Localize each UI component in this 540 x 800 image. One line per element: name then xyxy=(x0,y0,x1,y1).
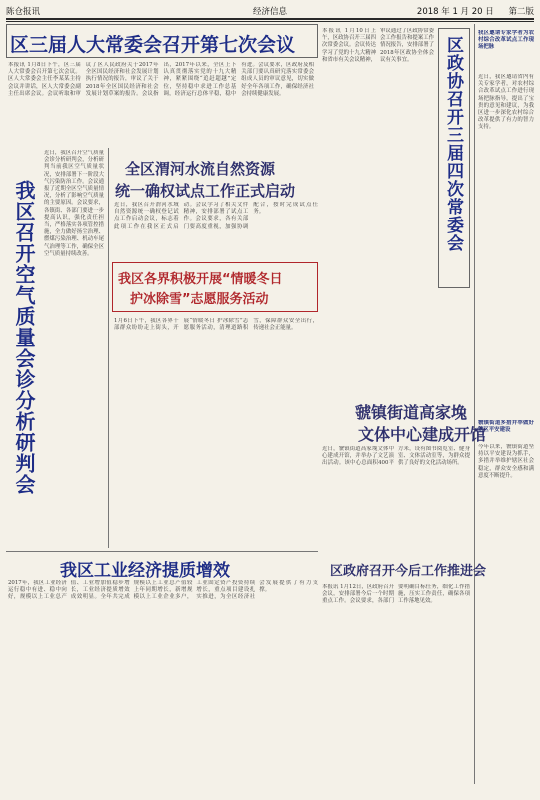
right-story-text: 本报讯 1月10日上午，区政协召开三届四次常委会议。会议传达学习了党的十九大精神和省市有关会议精神，审议通过了区政协常委会工作报告和提案工作情况报告，安排部署了2018年区政协全体会议有关事宜。 xyxy=(322,28,434,63)
sidebar-text-2: 今年以来，虢镇街道坚持以平安建设为抓手，多措并举维护辖区社会稳定，群众安全感和满意度不断提升。 xyxy=(478,444,534,479)
masthead xyxy=(6,3,534,18)
gov-story-text: 本报讯 1月12日，区政府召开会议，安排部署今后一个时期重点工作。会议要求，各部门要明确目标任务，细化工作措施，压实工作责任，确保各项工作落地见效。 xyxy=(322,584,470,605)
main-headline-frame xyxy=(6,24,318,58)
town-headline-1: 虢镇街道高家堍 xyxy=(355,403,468,422)
section-name: 经济信息 xyxy=(252,6,287,17)
left-column-divider xyxy=(108,148,109,548)
date-text: 2018 年 1 月 20 日 xyxy=(416,6,494,17)
industry-story-text: 2017年，我区工业经济运行稳中有进、稳中向好，规模以上工业总产值、工业增加值稳步增长，工业经济提质增效成效明显。全年共完成规模以上工业总产值较上年同期增长，新增规模以上工业企业多户，工业固定资产投资持续增长，重点项目建设扎实推进，为全区经济社会发展提供了有力支撑。 xyxy=(8,580,318,601)
industry-headline: 我区工业经济提质增效 xyxy=(60,561,230,581)
main-story-text: 本报讯 1月8日下午，区三届人大常委会召开第七次会议。区人大常委会主任李某某主持会议并讲话，区人大常委会副主任出席会议。会议听取和审议了区人民政府关于2017年全区国民经济和社会发展计划执行情况的报告，审议了关于2018年全区国民经济和社会发展计划草案的报告。会议指出，2017年以来，全区上下认真贯彻落实党的十九大精神，紧紧围绕“追赶超越”定位，坚持稳中求进工作总基调，经济运行总体平稳，稳中有进。会议要求，区政府及相关部门要认真研究落实常委会组成人员的审议意见，切实做好全年各项工作，确保经济社会持续健康发展。 xyxy=(8,62,314,97)
left-vertical-headline: 我区召开空气质量会诊分析研判会 xyxy=(12,180,36,495)
town-story-text: 近日，虢镇街道高家堍文体中心建成开馆，并举办了文艺演出活动。该中心总面积400平方米，设有图书阅览室、健身室、文体活动室等，为群众提供了良好的文化活动场所。 xyxy=(322,446,470,467)
town-headline-2: 文体中心建成开馆 xyxy=(358,425,487,444)
red-story-text: 1月6日下午，我区各界干部群众纷纷走上街头，开展“情暖冬日 护冰除雪”志愿服务活动，清理道路积雪，保障群众安全出行，传递社会正能量。 xyxy=(114,318,318,332)
paper-name: 陈仓报讯 xyxy=(6,6,41,17)
middle-headline-2: 统一确权试点工作正式启动 xyxy=(115,182,296,200)
page-number: 第二版 xyxy=(508,6,534,17)
sidebar-title: 我区邀请专家学者为农村综合改革试点工作现场把脉 xyxy=(478,30,534,51)
masthead-rule-thin xyxy=(6,21,534,22)
sidebar-text: 近日，我区邀请省内有关专家学者，对农村综合改革试点工作进行现场把脉指导，提出了宝贵的意见和建议，为我区进一步深化农村综合改革提供了有力的智力支持。 xyxy=(478,74,534,131)
left-story-text: 近日，我区召开空气质量会诊分析研判会，分析研判当前我区空气质量状况，安排部署下一阶段大气污染防治工作。会议通报了近期全区空气质量情况，分析了影响空气质量的主要原因。会议要求，各镇街、各部门要进一步提高认识，强化责任担当，严格落实各项管控措施，全力做好扬尘治理、燃煤污染治理、机动车尾气治理等工作，确保全区空气质量持续改善。 xyxy=(44,150,104,257)
middle-story-text: 近日，我区召开渭河水域自然资源统一确权登记试点工作启动会议，标志着此项工作在我区正式启动。会议学习了相关文件精神，安排部署了试点工作。会议要求，各有关部门要高度重视，加强协调配合，按时完成试点任务。 xyxy=(114,202,318,230)
sidebar-title-2: 虢镇街道多措并举做好辖区平安建设 xyxy=(478,420,534,434)
gov-headline: 区政府召开今后工作推进会 xyxy=(330,564,487,579)
industry-top-rule xyxy=(6,551,318,552)
right-vertical-headline: 区政协召开三届四次常委会 xyxy=(443,36,463,252)
main-headline: 区三届人大常委会召开第七次会议 xyxy=(10,34,296,56)
middle-headline-1: 全区渭河水流自然资源 xyxy=(125,160,276,178)
sidebar-divider xyxy=(474,24,475,784)
red-headline-2: 护冰除雪”志愿服务活动 xyxy=(130,292,269,307)
red-headline-1: 我区各界积极开展“情暖冬日 xyxy=(118,272,283,287)
masthead-rule xyxy=(6,18,534,20)
